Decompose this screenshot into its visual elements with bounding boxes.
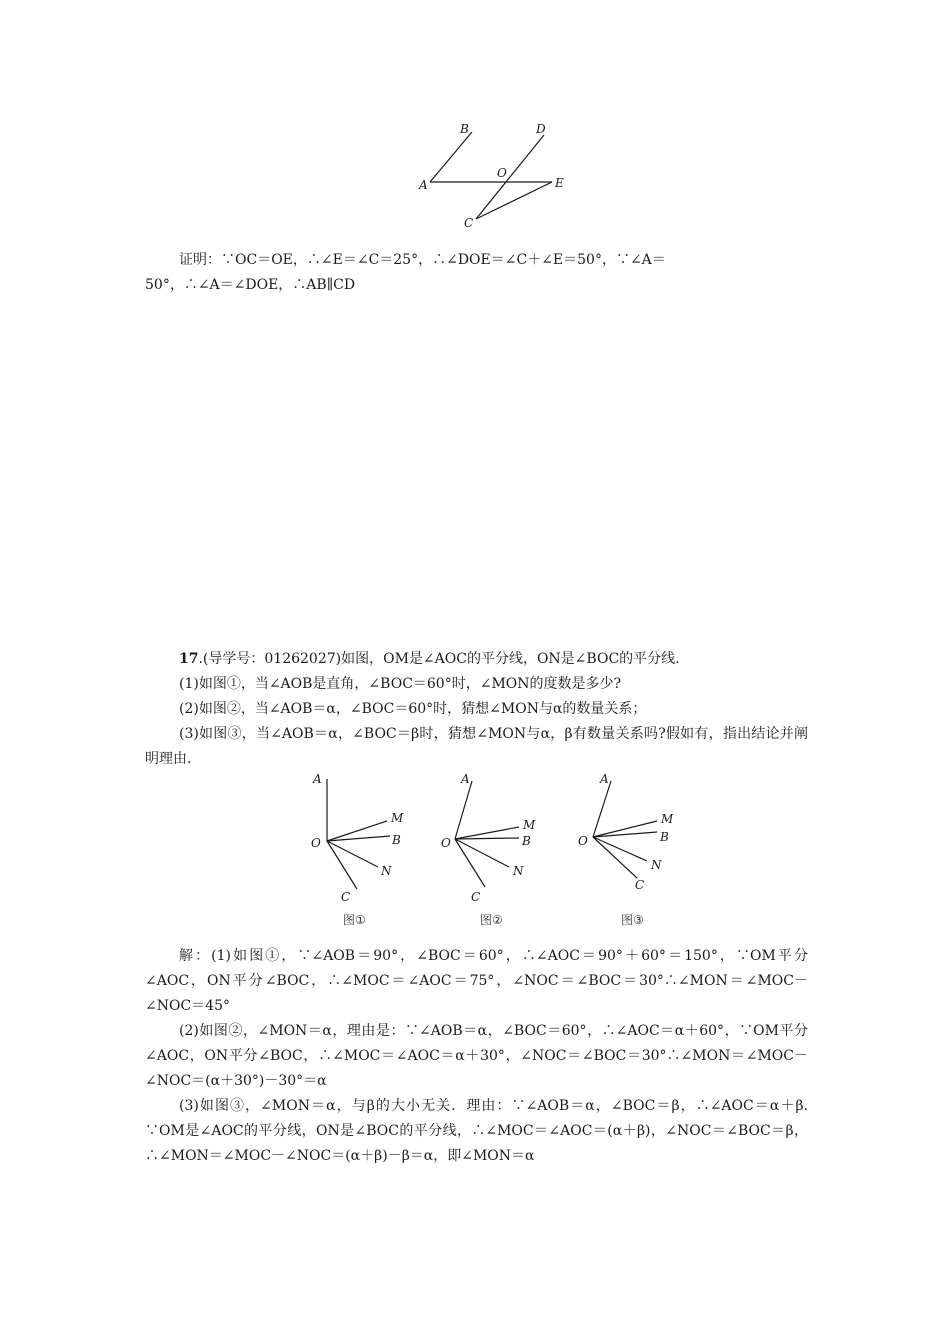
solution-17-part1: 解：(1)如图①，∵∠AOB＝90°，∠BOC＝60°，∴∠AOC＝90°＋60°＝150°，∵OM平分∠AOC，ON平分∠BOC，∴∠MOC＝∠AOC＝75°，∠NOC＝∠BOC＝30°∴∠MON＝∠MOC－∠NOC＝45° <box>145 948 808 1014</box>
label-a: A <box>461 772 470 786</box>
question-number: 17 <box>179 651 199 667</box>
ray-ob <box>327 836 390 841</box>
question-17 <box>145 647 808 772</box>
ray-oa <box>455 781 472 839</box>
segment-ce <box>476 182 552 219</box>
solution-17 <box>145 944 864 1169</box>
proof-16-line1: 证明：∵OC＝OE，∴∠E＝∠C＝25°，∴∠DOE＝∠C＋∠E＝50°，∵∠A＝ <box>179 252 666 268</box>
ray-om <box>455 827 519 839</box>
label-b: B <box>660 830 669 844</box>
solution-17-part3: (3)如图③，∠MON＝α，与β的大小无关．理由：∵∠AOB＝α，∠BOC＝β，∴∠AOC＝α＋β. ∵OM是∠AOC的平分线，ON是∠BOC的平分线，∴∠MOC＝∠AOC＝(α＋β)，∠NOC＝∠BOC＝β，∴∠MON＝∠MOC－∠NOC＝(α＋β)－β＝α，即∠MON＝α <box>145 1098 864 1164</box>
label-n: N <box>381 864 392 878</box>
label-m: M <box>391 811 404 825</box>
segment-ab <box>430 132 472 182</box>
solution-17-part2: (2)如图②，∠MON＝α，理由是：∵∠AOB＝α，∠BOC＝60°，∴∠AOC＝α＋60°，∵OM平分∠AOC，ON平分∠BOC，∴∠MOC＝∠AOC＝α＋30°，∠NOC＝∠BOC＝30°∴∠MON＝∠MOC－∠NOC＝(α＋30°)－30°＝α <box>145 1023 808 1089</box>
question-17-part3: (3)如图③，当∠AOB＝α，∠BOC＝β时，猜想∠MON与α，β有数量关系吗?假如有，指出结论并阐明理由. <box>145 726 808 767</box>
proof-16-line2: 50°，∴∠A＝∠DOE，∴AB∥CD <box>145 277 356 293</box>
label-o: O <box>497 166 507 180</box>
figure-17-1 <box>305 765 415 930</box>
label-b: B <box>392 833 401 847</box>
ray-oc <box>593 837 637 878</box>
label-b: B <box>522 834 531 848</box>
label-c: C <box>471 890 481 904</box>
ray-ob <box>455 838 519 839</box>
question-17-part1: (1)如图①，当∠AOB是直角，∠BOC＝60°时，∠MON的度数是多少? <box>179 676 622 692</box>
question-17-stem <box>145 647 808 672</box>
figure-17-3 <box>573 765 688 930</box>
label-m: M <box>661 812 674 826</box>
label-d: D <box>536 122 546 136</box>
label-a: A <box>313 772 322 786</box>
caption-fig-2: 图② <box>480 913 503 927</box>
label-c: C <box>341 890 351 904</box>
label-c: C <box>464 216 474 230</box>
question-17-part2: (2)如图②，当∠AOB＝α，∠BOC＝60°时，猜想∠MON与α的数量关系； <box>179 701 647 717</box>
label-m: M <box>523 818 536 832</box>
label-n: N <box>513 864 524 878</box>
segment-dc <box>476 135 544 219</box>
ray-on <box>593 837 647 861</box>
caption-fig-1: 图① <box>343 913 366 927</box>
ray-oa <box>593 781 611 837</box>
label-e: E <box>555 176 564 190</box>
label-o: O <box>578 834 588 848</box>
proof-16 <box>145 248 808 298</box>
caption-fig-3: 图③ <box>621 913 644 927</box>
figure-parallel-lines <box>410 115 580 235</box>
question-17-stem-text: .(导学号：01262027)如图，OM是∠AOC的平分线，ON是∠BOC的平分线. <box>198 651 680 667</box>
label-a: A <box>600 772 609 786</box>
label-o: O <box>441 836 451 850</box>
label-n: N <box>651 858 662 872</box>
label-c: C <box>635 878 645 892</box>
label-o: O <box>311 836 321 850</box>
label-a: A <box>419 178 428 192</box>
ray-om <box>327 821 387 841</box>
label-b: B <box>460 122 469 136</box>
figure-17-2 <box>433 765 548 930</box>
